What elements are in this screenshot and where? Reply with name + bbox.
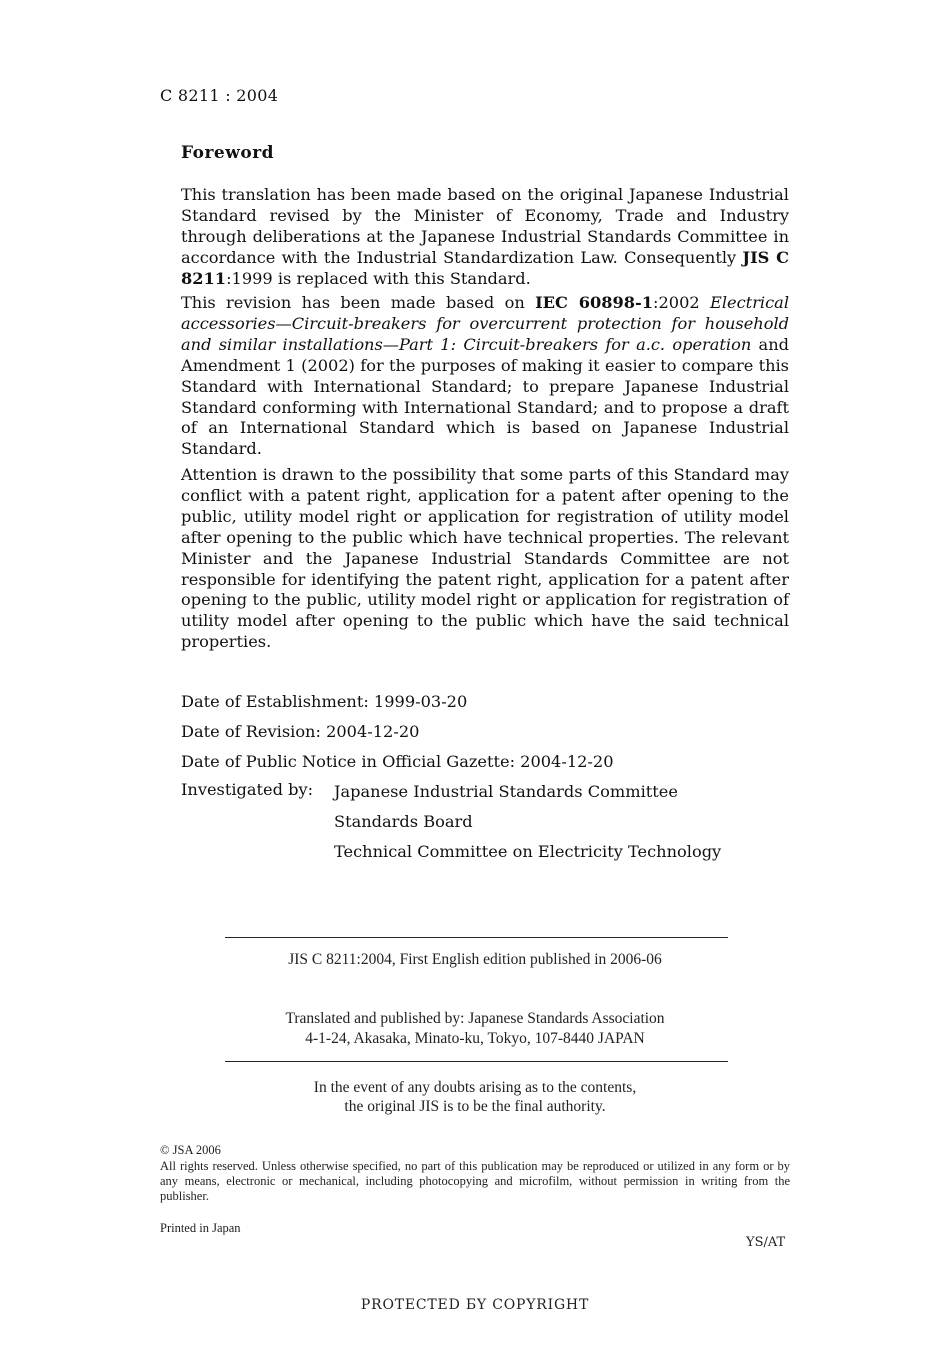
- paragraph-tail: and Amendment 1 (2002) for the purposes of making it easier to compare this Standard with International Standard; to prepare Japanese Industrial Standard conforming with International Standard; and to propose a draft of an International Standard which is based on Japanese Industrial Standard.: [181, 334, 789, 459]
- iec-year: :2002: [653, 293, 711, 312]
- divider-bottom: [225, 1061, 728, 1062]
- iec-standard-ref: IEC 60898-1: [535, 293, 654, 312]
- dates-block: [181, 690, 721, 870]
- date-revision: Date of Revision: 2004-12-20: [181, 722, 420, 741]
- iec-title: Electrical accessories—Circuit-breakers for overcurrent protection for household and similar installations—Part 1: Circuit-breakers for a.c. operation: [181, 293, 790, 354]
- investigated-by: [181, 780, 721, 870]
- date-gazette: Date of Public Notice in Official Gazette: 2004-12-20: [181, 752, 614, 771]
- investigator-3: Technical Committee on Electricity Technology: [334, 842, 722, 861]
- paragraph-lead: This revision has been made based on: [181, 293, 536, 312]
- publisher-line-2: 4-1-24, Akasaka, Minato-ku, Tokyo, 107-8440 JAPAN: [305, 1030, 645, 1047]
- paragraph-tail: :1999 is replaced with this Standard.: [226, 268, 531, 288]
- standard-id-header: C 8211 : 2004: [160, 86, 279, 105]
- copyright-protection-footer: PROTECTED БY COPYRIGHT: [360, 1297, 590, 1313]
- copyright-symbol-line: © JSA 2006: [160, 1143, 221, 1157]
- authority-line-1: In the event of any doubts arising as to the contents,: [313, 1079, 637, 1096]
- foreword-paragraph-3: Attention is drawn to the possibility that some parts of this Standard may conflict with a patent right, application for a patent after opening to the public, utility model right or application for registration of utility model after opening to the public which have technical properties. The relevant Minister and the Japanese Industrial Standards Committee are not responsible for identifying the patent right, application for a patent after opening to the public, utility model right or application for registration of utility model after opening to the public which have the said technical properties.: [181, 465, 789, 652]
- edition-line: JIS C 8211:2004, First English edition published in 2006-06: [288, 951, 662, 968]
- foreword-heading: Foreword: [181, 143, 275, 163]
- paragraph-text: This translation has been made based on the original Japanese Industrial Standard revised by the Minister of Economy, Trade and Industry through deliberations at the Japanese Industrial Standards Committee in accordance with the Industrial Standardization Law. Consequently: [181, 185, 789, 267]
- authority-line-2: the original JIS is to be the final authority.: [344, 1098, 606, 1115]
- replaced-standard-ref: JIS C 8211: [181, 247, 789, 288]
- publisher-line-1: Translated and published by: Japanese Standards Association: [285, 1010, 665, 1027]
- rights-statement: All rights reserved. Unless otherwise specified, no part of this publication may be reproduced or utilized in any form or by any means, electronic or mechanical, including photocopying and microfilm, without permission in writing from the publisher.: [160, 1159, 790, 1203]
- initials: YS/AT: [746, 1235, 786, 1250]
- divider-top: [225, 937, 728, 938]
- date-establishment: Date of Establishment: 1999-03-20: [181, 692, 468, 711]
- printed-in: Printed in Japan: [160, 1221, 241, 1235]
- investigator-1: Japanese Industrial Standards Committee: [334, 782, 678, 801]
- foreword-paragraph-1: [181, 185, 789, 290]
- foreword-paragraph-2: [181, 293, 789, 460]
- investigated-by-label: Investigated by:: [181, 780, 314, 799]
- investigator-2: Standards Board: [334, 812, 473, 831]
